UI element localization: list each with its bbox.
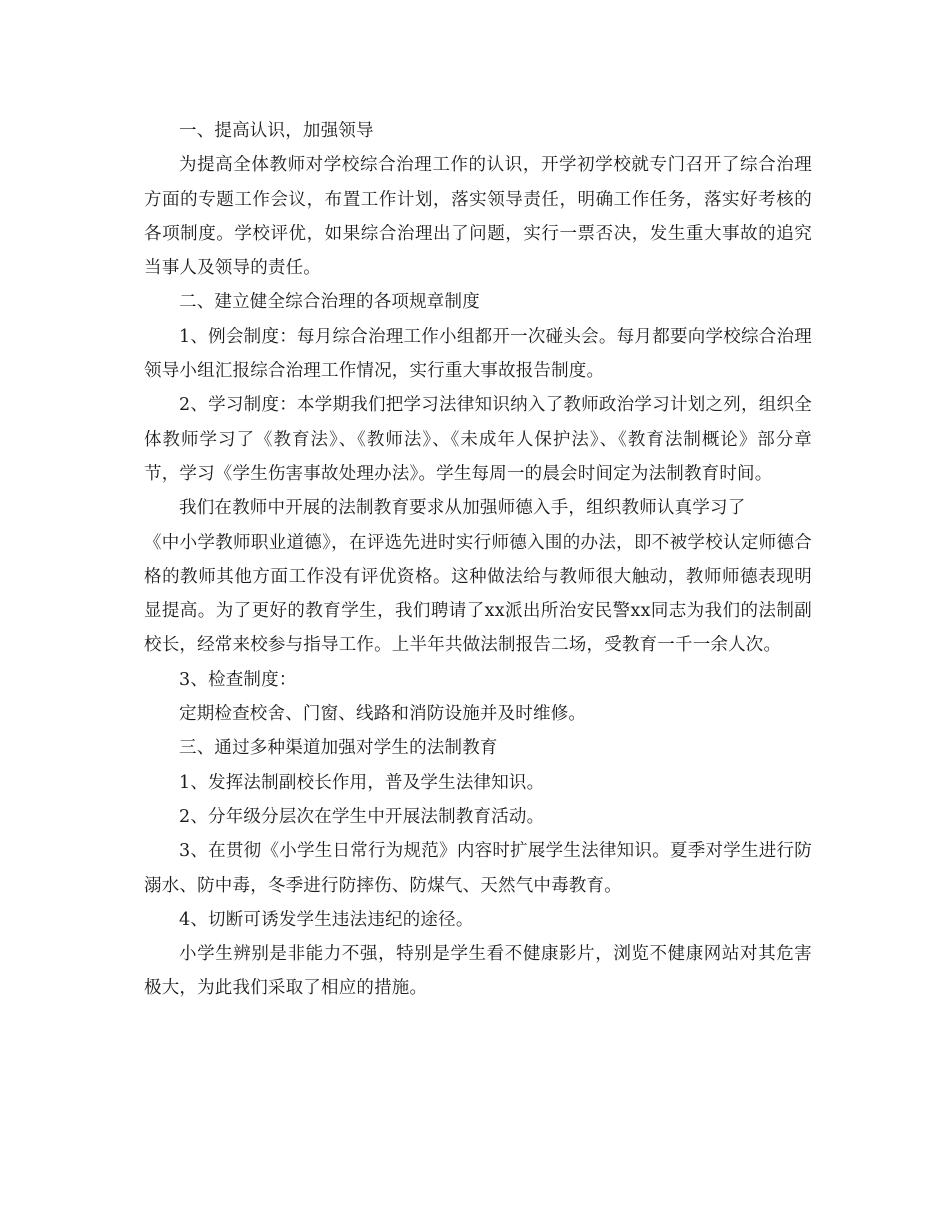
paragraph: 2、学习制度：本学期我们把学习法律知识纳入了教师政治学习计划之列，组织全体教师学习了《教育法》、《教师法》、《未成年人保护法》、《教育法制概论》部分章节，学习《学生伤害事故处理办法》。学生每周一的晨会时间定为法制教育时间。 [144,395,812,484]
paragraph: 1、发挥法制副校长作用，普及学生法律知识。 [179,772,545,793]
document-body [144,114,812,1006]
paragraph: 《中小学教师职业道德》，在评选先进时实行师德入围的办法，即不被学校认定师德合格的教师其他方面工作没有评优资格。这种做法给与教师很大触动，教师师德表现明显提高。为了更好的教育学生，我们聘请了xx派出所治安民警xx同志为我们的法制副校长，经常来校参与指导工作。上半年共做法制报告二场，受教育一千一余人次。 [144,532,812,656]
section-heading-3: 三、通过多种渠道加强对学生的法制教育 [179,738,498,759]
paragraph: 定期检查校舍、门窗、线路和消防设施并及时维修。 [179,704,587,725]
paragraph: 3、检查制度： [179,669,297,690]
section-heading-1: 一、提高认识，加强领导 [179,121,374,141]
paragraph: 我们在教师中开展的法制教育要求从加强师德入手，组织教师认真学习了 [179,498,746,519]
paragraph: 1、例会制度：每月综合治理工作小组都开一次碰头会。每月都要向学校综合治理领导小组汇报综合治理工作情况，实行重大事故报告制度。 [144,326,812,382]
section-heading-2: 二、建立健全综合治理的各项规章制度 [179,292,480,313]
paragraph: 小学生辨别是非能力不强，特别是学生看不健康影片，浏览不健康网站对其危害极大，为此我们采取了相应的措施。 [144,944,812,999]
paragraph: 4、切断可诱发学生违法违纪的途径。 [179,909,474,930]
paragraph: 3、在贯彻《小学生日常行为规范》内容时扩展学生法律知识。夏季对学生进行防溺水、防中毒，冬季进行防摔伤、防煤气、天然气中毒教育。 [144,841,812,896]
paragraph: 为提高全体教师对学校综合治理工作的认识，开学初学校就专门召开了综合治理方面的专题工作会议，布置工作计划，落实领导责任，明确工作任务，落实好考核的各项制度。学校评优，如果综合治理出了问题，实行一票否决，发生重大事故的追究当事人及领导的责任。 [144,155,812,279]
paragraph: 2、分年级分层次在学生中开展法制教育活动。 [179,806,545,827]
